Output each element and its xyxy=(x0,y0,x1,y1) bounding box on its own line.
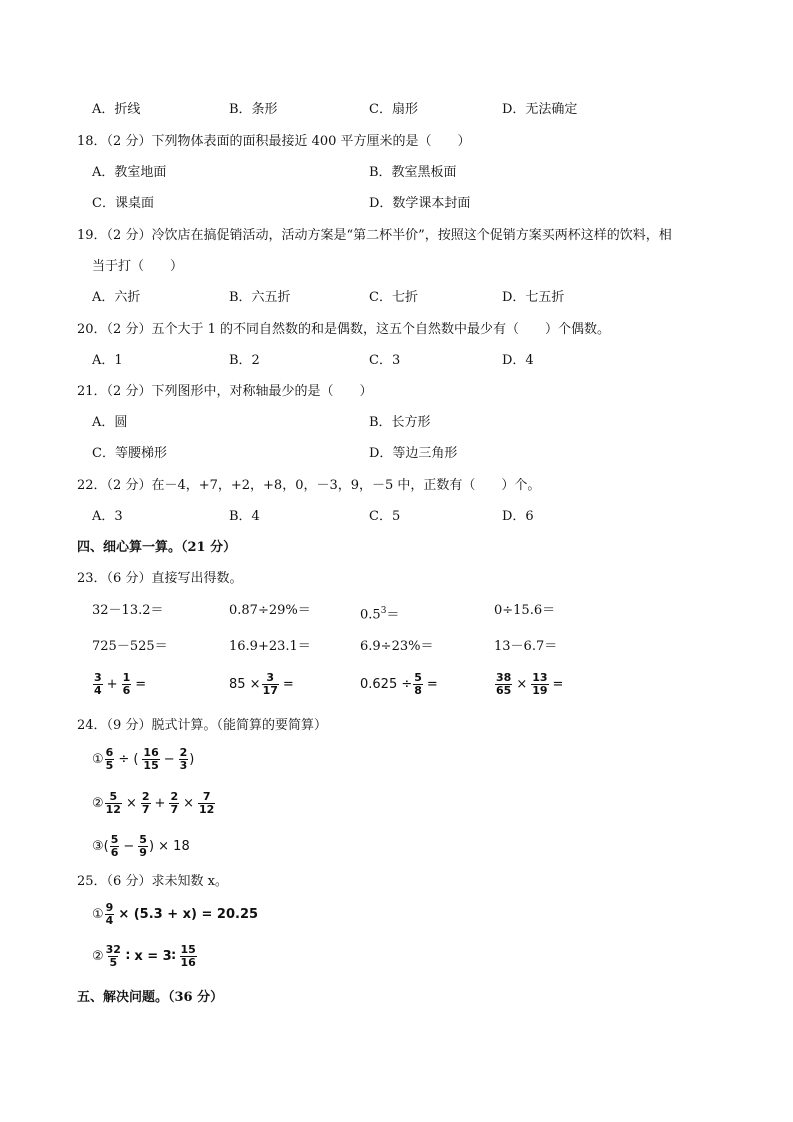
q17-option-a: A．折线 xyxy=(92,102,141,117)
q24-stem: 24．（9 分）脱式计算。（能简算的要简算） xyxy=(77,718,327,733)
q23-r3-c4: $\frac{38}{65}$ × $\frac{13}{19}$ = xyxy=(496,671,564,697)
q19-option-a: A．六折 xyxy=(92,290,141,305)
q25-problem-2: ② $\frac{32}{5}$ ∶ x = 3∶ $\frac{15}{16}$ xyxy=(92,943,196,969)
q17-option-b: B．条形 xyxy=(229,102,278,117)
q25-stem: 25．（6 分）求未知数 x。 xyxy=(77,874,228,889)
q20-option-d: D．4 xyxy=(502,353,534,368)
q17-option-c: C．扇形 xyxy=(369,102,418,117)
q23-r1-c1: 32－13.2＝ xyxy=(92,603,164,618)
q21-option-b: B．长方形 xyxy=(369,415,431,430)
q21-stem: 21．（2 分）下列图形中，对称轴最少的是（ ） xyxy=(77,384,373,399)
q18-option-d: D．数学课本封面 xyxy=(369,196,471,211)
q18-stem: 18．（2 分）下列物体表面的面积最接近 400 平方厘米的是（ ） xyxy=(77,134,471,149)
q22-option-d: D．6 xyxy=(502,509,534,524)
q19-stem-line1: 19．（2 分）冷饮店在搞促销活动，活动方案是“第二杯半价”，按照这个促销方案买两杯这样的饮料，相 xyxy=(77,228,672,243)
q19-option-d: D．七五折 xyxy=(502,290,565,305)
q21-option-c: C．等腰梯形 xyxy=(92,446,167,461)
q18-option-a: A．教室地面 xyxy=(92,165,167,180)
q22-stem: 22．（2 分）在－4，+7，+2，+8，0，－3，9，－5 中，正数有（ ）个。 xyxy=(77,478,541,493)
q20-option-c: C．3 xyxy=(369,353,401,368)
q22-option-c: C．5 xyxy=(369,509,401,524)
q23-r2-c1: 725－525＝ xyxy=(92,639,168,654)
q23-r2-c2: 16.9+23.1＝ xyxy=(229,639,311,654)
section-4-heading: 四、细心算一算。（21 分） xyxy=(77,540,237,555)
q21-option-a: A．圆 xyxy=(92,415,128,430)
q24-problem-1: ① $\frac{6}{5}$ ÷ ( $\frac{16}{15}$ − $\frac{2}{3}$ ) xyxy=(92,746,195,772)
q24-problem-2: ② $\frac{5}{12}$ × $\frac{2}{7}$ + $\frac{2}{7}$ × $\frac{7}{12}$ xyxy=(92,790,215,816)
q24-problem-3: ③( $\frac{5}{6}$ − $\frac{5}{9}$ ) × 18 xyxy=(92,833,190,859)
q23-r3-c1: $\frac{3}{4}$ + $\frac{1}{6}$ = xyxy=(94,671,147,697)
q25-problem-1: ① $\frac{9}{4}$ × (5.3 + x) = 20.25 xyxy=(92,901,259,927)
q22-option-a: A．3 xyxy=(92,509,123,524)
q20-stem: 20．（2 分）五个大于 1 的不同自然数的和是偶数，这五个自然数中最少有（ ）个偶数。 xyxy=(77,322,610,337)
q20-option-b: B．2 xyxy=(229,353,260,368)
q19-option-b: B．六五折 xyxy=(229,290,291,305)
q23-r1-c2: 0.87÷29%＝ xyxy=(229,603,311,618)
q23-r1-c4: 0÷15.6＝ xyxy=(494,603,556,618)
q17-option-d: D．无法确定 xyxy=(502,102,578,117)
q21-option-d: D．等边三角形 xyxy=(369,446,458,461)
q19-stem-line2: 当于打（ ） xyxy=(92,259,184,274)
q23-r3-c3: 0.625 ÷ $\frac{5}{8}$ = xyxy=(360,671,438,697)
q20-option-a: A．1 xyxy=(92,353,123,368)
q23-stem: 23．（6 分）直接写出得数。 xyxy=(77,571,243,586)
section-5-heading: 五、解决问题。（36 分） xyxy=(77,990,224,1005)
q18-option-c: C．课桌面 xyxy=(92,196,154,211)
q18-option-b: B．教室黑板面 xyxy=(369,165,457,180)
q23-r1-c3: $0.5^3=$ xyxy=(360,606,400,623)
q23-r3-c2: 85 × $\frac{3}{17}$ = xyxy=(229,671,294,697)
q22-option-b: B．4 xyxy=(229,509,260,524)
q23-r2-c4: 13－6.7＝ xyxy=(494,639,558,654)
q19-option-c: C．七折 xyxy=(369,290,418,305)
q23-r2-c3: 6.9÷23%＝ xyxy=(360,639,434,654)
